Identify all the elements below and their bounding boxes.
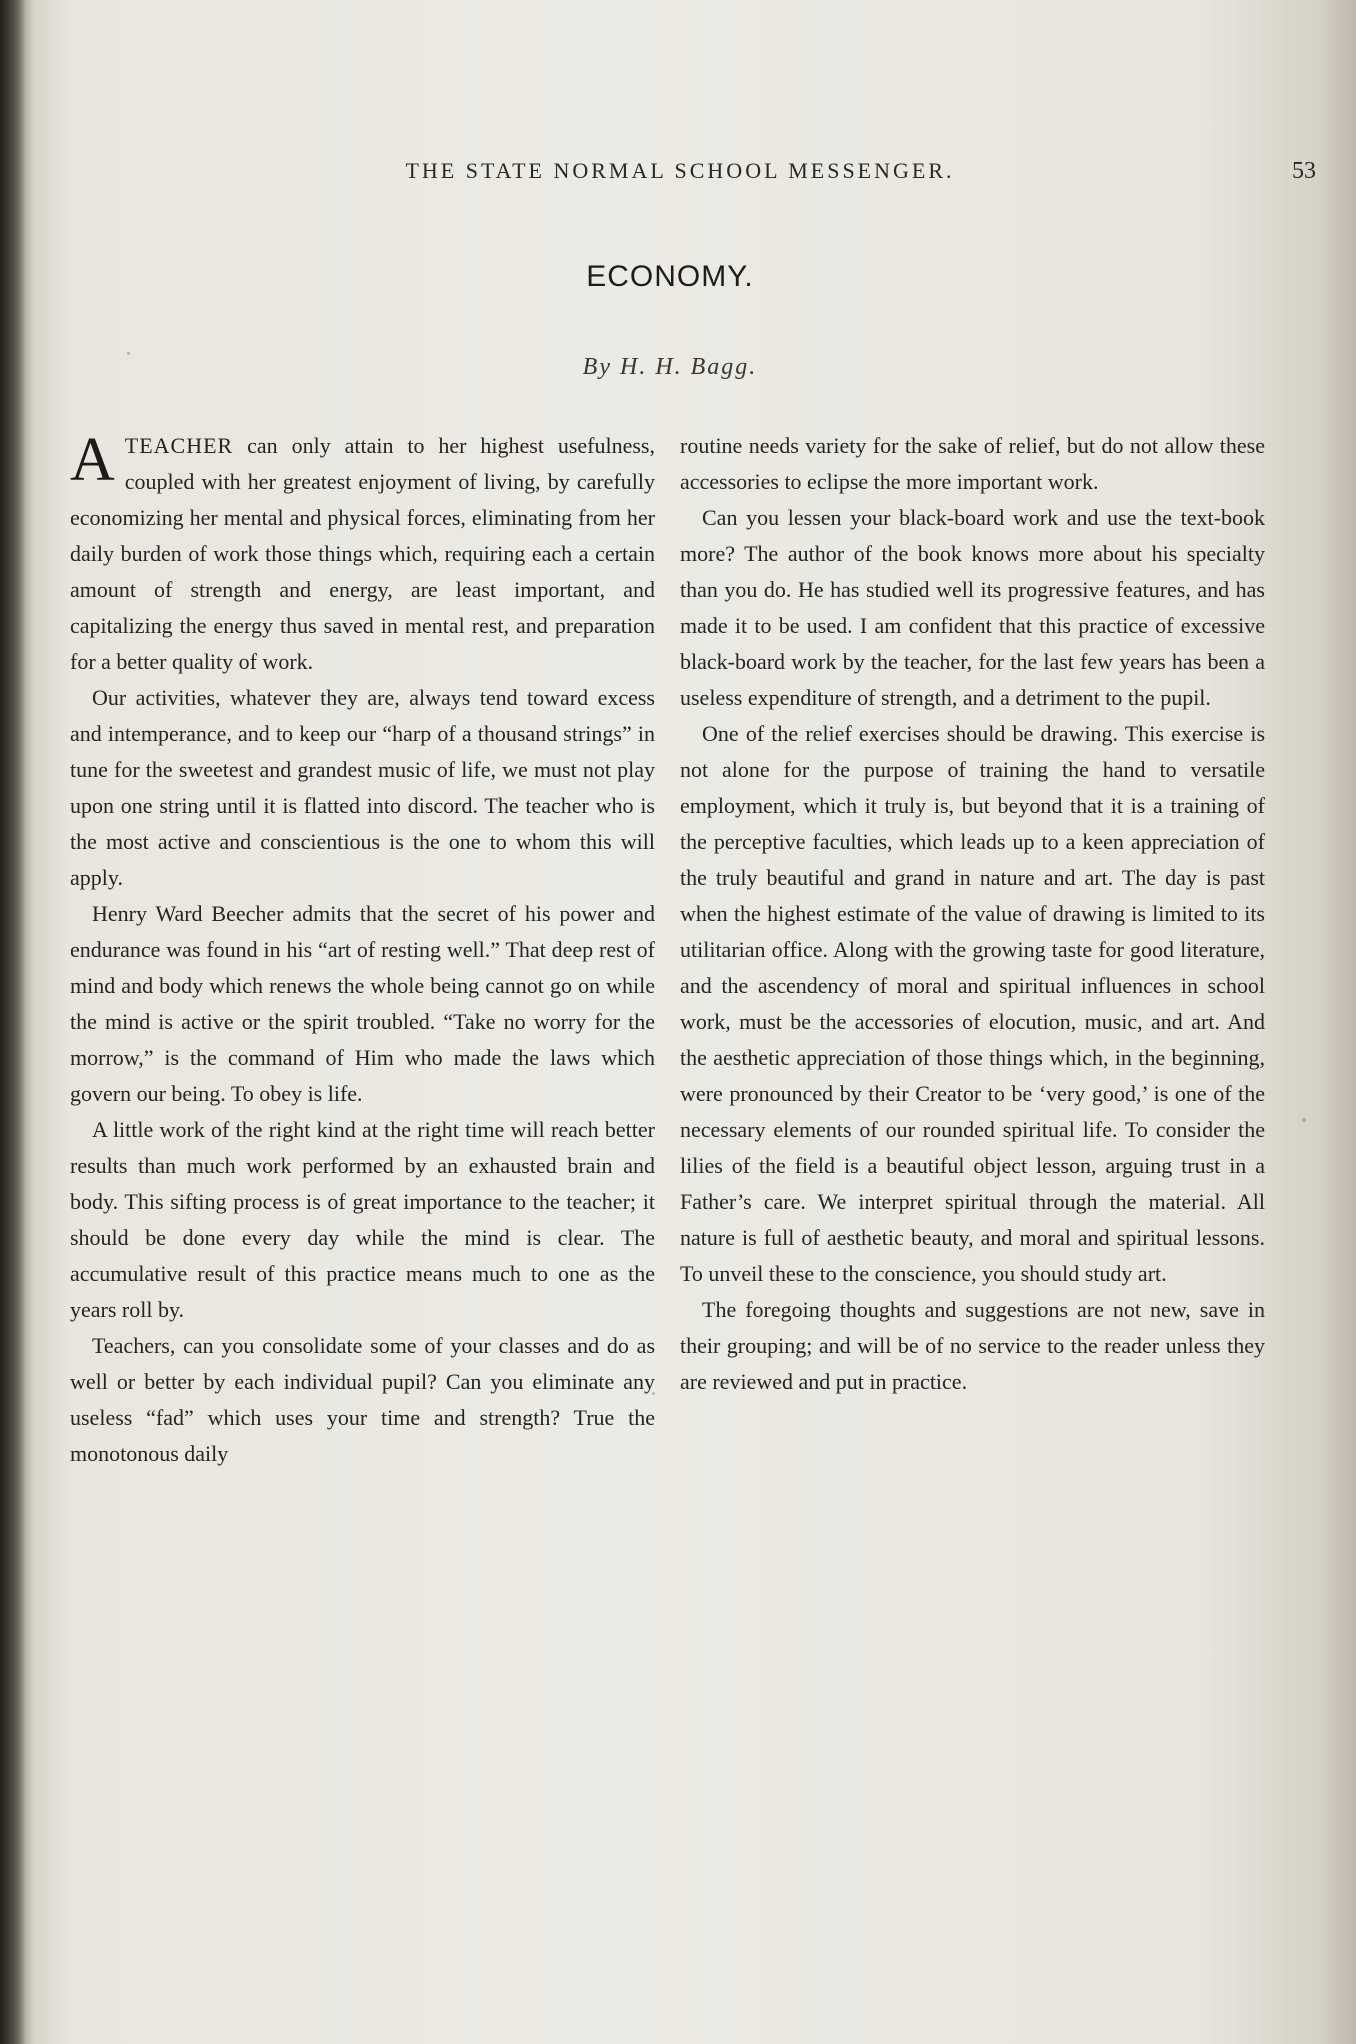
right-column (680, 428, 1265, 1400)
lead-paragraph (70, 428, 655, 680)
page-number: 53 (1292, 158, 1316, 184)
paragraph: One of the relief exercises should be drawing. This exercise is not alone for the purpose of training the hand to versatile employment, which it truly is, but beyond that it is a training of the perceptive faculties, which leads up to a keen appreciation of the truly beautiful and grand in nature and art. The day is past when the highest estimate of the value of drawing is limited to its utilitarian office. Along with the growing taste for good literature, and the ascendency of moral and spiritual influences in school work, must be the accessories of elocution, music, and art. And the aesthetic appreciation of those things which, in the beginning, were pronounced by their Creator to be ‘very good,’ is one of the necessary elements of our rounded spiritual life. To consider the lilies of the field is a beautiful object lesson, arguing trust in a Father’s care. We interpret spiritual through the material. All nature is full of aesthetic beauty, and moral and spiritual lessons. To unveil these to the conscience, you should study art. (680, 721, 1265, 1286)
lead-first-word: TEACHER (124, 433, 234, 458)
book-binding-shadow (0, 0, 26, 2044)
drop-cap: A (70, 426, 115, 494)
article-byline: By H. H. Bagg. (582, 354, 758, 380)
paragraph: The foregoing thoughts and suggestions are not new, save in their grouping; and will be of no service to the reader unless they are reviewed and put in practice. (680, 1297, 1265, 1394)
lead-text: can only attain to her highest usefulness, coupled with her greatest enjoyment of living, by carefully economizing her mental and physical forces, eliminating from her daily burden of work those things which, requiring each a certain amount of strength and energy, are least important, and capitalizing the energy thus saved in mental rest, and preparation for a better quality of work. (70, 433, 655, 674)
paper-speck (127, 352, 130, 355)
paper-speck (652, 1392, 655, 1395)
paragraph: Henry Ward Beecher admits that the secret of his power and endurance was found in his “art of resting well.” That deep rest of mind and body which renews the whole being cannot go on while the mind is active or the spirit troubled. “Take no worry for the morrow,” is the command of Him who made the laws which govern our being. To obey is life. (70, 901, 655, 1106)
page (60, 0, 1330, 2044)
running-head (60, 158, 1330, 188)
paragraph: Teachers, can you consolidate some of your classes and do as well or better by each individual pupil? Can you eliminate any useless “fad” which uses your time and strength? True the monotonous daily (70, 1333, 655, 1466)
paragraph: A little work of the right kind at the right time will reach better results than much work performed by an exhausted brain and body. This sifting process is of great importance to the teacher; it should be done every day while the mind is clear. The accumulative result of this practice means much to one as the years roll by. (70, 1117, 655, 1322)
article-title: ECONOMY. (586, 260, 754, 293)
paragraph: Our activities, whatever they are, always tend toward excess and intemperance, and to keep our “harp of a thousand strings” in tune for the sweetest and grandest music of life, we must not play upon one string until it is flatted into discord. The teacher who is the most active and conscientious is the one to whom this will apply. (70, 685, 655, 890)
left-column (70, 428, 655, 1472)
continuation-paragraph: routine needs variety for the sake of relief, but do not allow these accessories to eclipse the more important work. (680, 433, 1265, 494)
paragraph: Can you lessen your black-board work and use the text-book more? The author of the book knows more about his specialty than you do. He has studied well its progressive features, and has made it to be used. I am confident that this practice of excessive black-board work by the teacher, for the last few years has been a useless expenditure of strength, and a detriment to the pupil. (680, 505, 1265, 710)
paper-speck (1302, 1118, 1306, 1122)
running-title: THE STATE NORMAL SCHOOL MESSENGER. (405, 158, 955, 183)
